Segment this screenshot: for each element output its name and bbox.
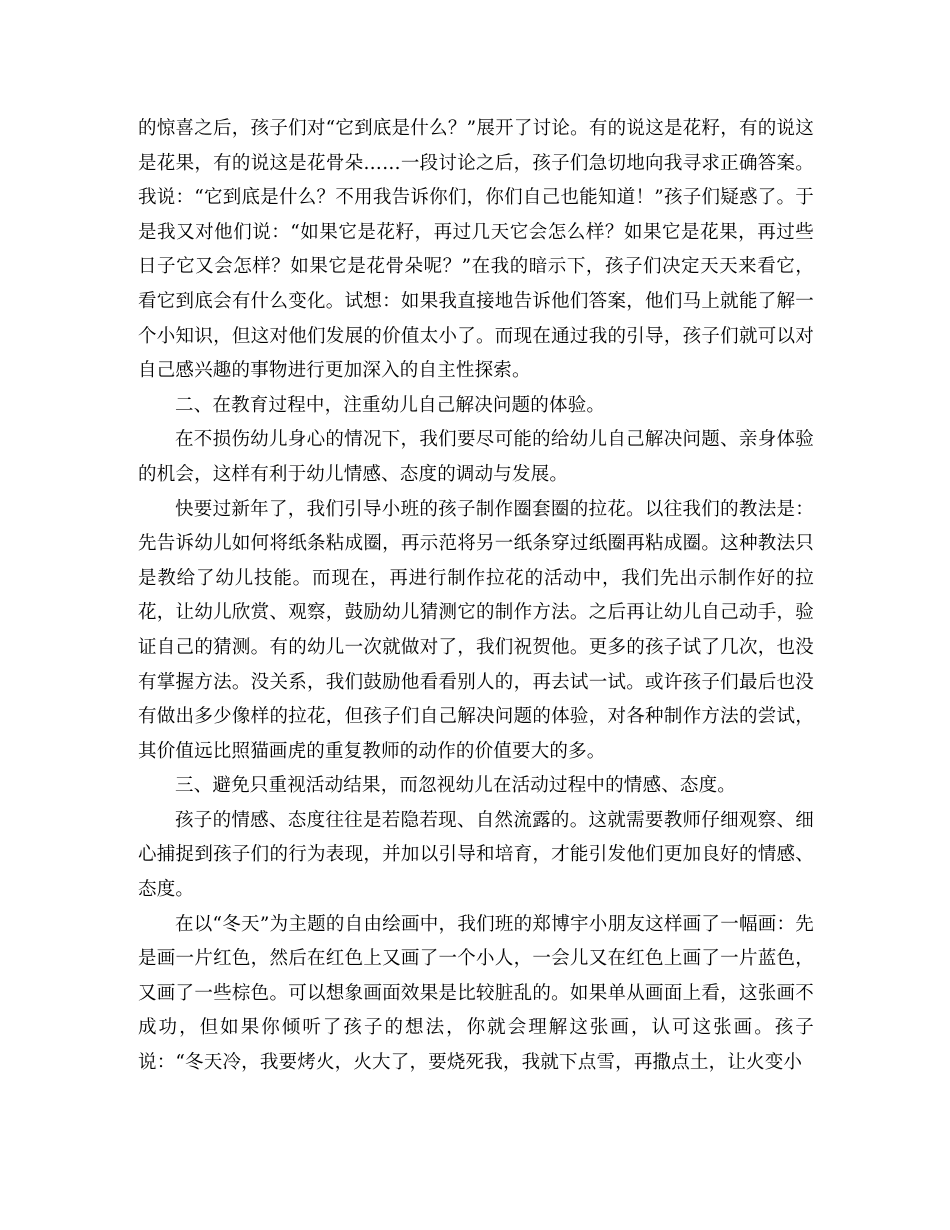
paragraph-1: 的惊喜之后，孩子们对“它到底是什么？”展开了讨论。有的说这是花籽，有的说这是花果，有的说这是花骨朵……一段讨论之后，孩子们急切地向我寻求正确答案。我说：“它到底是什么？不用我告诉你们，你们自己也能知道！”孩子们疑惑了。于是我又对他们说：“如果它是花籽，再过几天它会怎么样？如果它是花果，再过些日子它又会怎样？如果它是花骨朵呢？”在我的暗示下，孩子们决定天天来看它，看它到底会有什么变化。试想：如果我直接地告诉他们答案，他们马上就能了解一个小知识，但这对他们发展的价值太小了。而现在通过我的引导，孩子们就可以对自己感兴趣的事物进行更加深入的自主性探索。 <box>138 118 814 382</box>
paragraph-7: 在以“冬天”为主题的自由绘画中，我们班的郑博宇小朋友这样画了一幅画：先是画一片红色，然后在红色上又画了一个小人，一会儿又在红色上画了一片蓝色，又画了一些棕色。可以想象画面效果是比较脏乱的。如果单从画面上看，这张画不成功，但如果你倾听了孩子的想法，你就会理解这张画，认可这张画。孩子说：“冬天冷，我要烤火，火大了，要烧死我，我就下点雪，再撒点土，让火变小 <box>138 913 814 1074</box>
section-heading-2: 二、在教育过程中，注重幼儿自己解决问题的体验。 <box>175 394 606 416</box>
document-body <box>138 112 814 1081</box>
paragraph-3: 在不损伤幼儿身心的情况下，我们要尽可能的给幼儿自己解决问题、亲身体验的机会，这样有利于幼儿情感、态度的调动与发展。 <box>138 429 814 485</box>
paragraph-6: 孩子的情感、态度往往是若隐若现、自然流露的。这就需要教师仔细观察、细心捕捉到孩子们的行为表现，并加以引导和培育，才能引发他们更加良好的情感、态度。 <box>138 809 814 901</box>
section-heading-3: 三、避免只重视活动结果，而忽视幼儿在活动过程中的情感、态度。 <box>175 775 737 797</box>
paragraph-4: 快要过新年了，我们引导小班的孩子制作圈套圈的拉花。以往我们的教法是：先告诉幼儿如何将纸条粘成圈，再示范将另一纸条穿过纸圈再粘成圈。这种教法只是教给了幼儿技能。而现在，再进行制作拉花的活动中，我们先出示制作好的拉花，让幼儿欣赏、观察，鼓励幼儿猜测它的制作方法。之后再让幼儿自己动手，验证自己的猜测。有的幼儿一次就做对了，我们祝贺他。更多的孩子试了几次，也没有掌握方法。没关系，我们鼓励他看看别人的，再去试一试。或许孩子们最后也没有做出多少像样的拉花，但孩子们自己解决问题的体验，对各种制作方法的尝试，其价值远比照猫画虎的重复教师的动作的价值要大的多。 <box>138 498 814 762</box>
